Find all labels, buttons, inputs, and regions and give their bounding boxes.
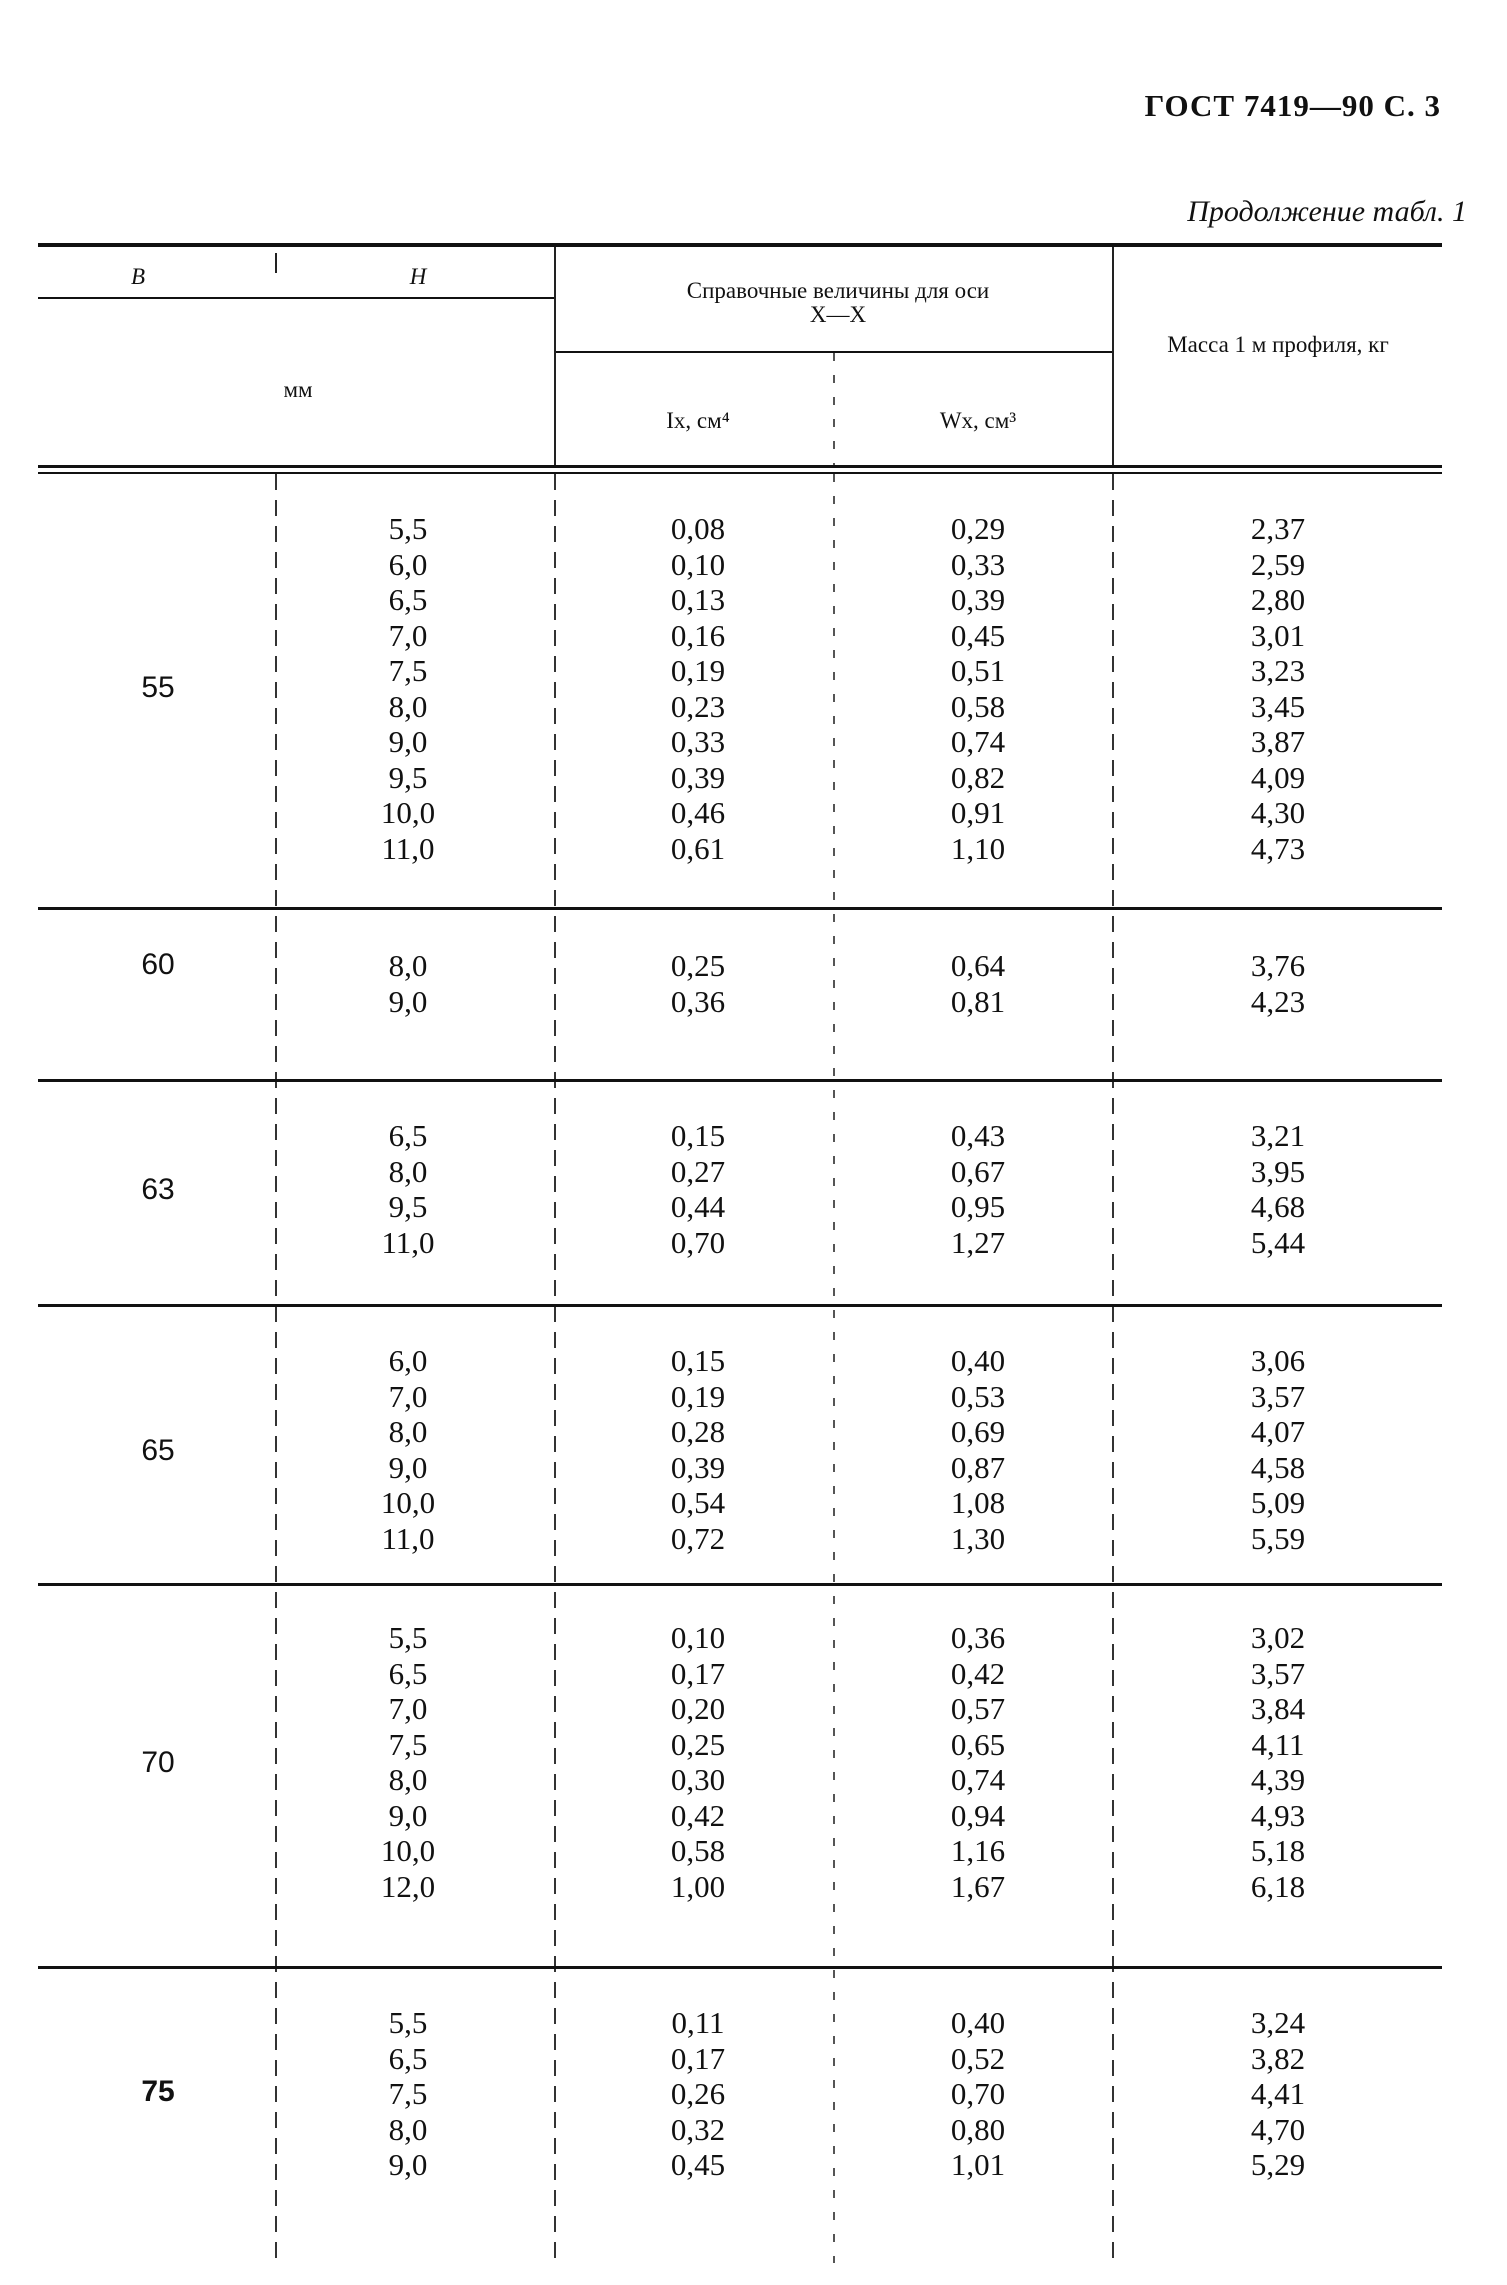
h-value: 6,0 — [388, 546, 428, 582]
wx-value: 0,87 — [950, 1449, 1006, 1485]
header-divider-b-h — [275, 253, 277, 273]
header-bottom-rule-2 — [38, 472, 1442, 474]
mass-value: 3,45 — [1250, 688, 1306, 724]
wx-value: 1,10 — [950, 830, 1006, 866]
wx-value: 0,40 — [950, 2005, 1006, 2040]
ix-values — [628, 1620, 768, 1904]
group-separator — [38, 1966, 1442, 1969]
ix-value: 1,00 — [670, 1868, 726, 1904]
ix-value: 0,11 — [671, 2005, 725, 2040]
mass-value: 3,76 — [1250, 948, 1306, 983]
b-value: 70 — [141, 1746, 175, 1779]
b-value: 63 — [141, 1173, 175, 1206]
ix-value: 0,15 — [670, 1343, 726, 1378]
h-value: 6,0 — [388, 1343, 428, 1378]
wx-value: 1,27 — [950, 1224, 1006, 1260]
mass-values — [1208, 1343, 1348, 1556]
h-value: 8,0 — [388, 2111, 428, 2147]
wx-value: 0,52 — [950, 2040, 1006, 2076]
wx-value: 0,43 — [950, 1118, 1006, 1153]
mass-value: 3,24 — [1250, 2005, 1306, 2040]
mass-value: 5,44 — [1250, 1224, 1306, 1260]
body-divider-b-h — [275, 474, 277, 2263]
wx-value: 0,69 — [950, 1414, 1006, 1449]
wx-value: 0,57 — [950, 1691, 1006, 1726]
h-value: 9,0 — [388, 1449, 428, 1485]
wx-value: 0,80 — [950, 2111, 1006, 2147]
ix-value: 0,70 — [670, 1224, 726, 1260]
h-value: 8,0 — [388, 688, 428, 724]
wx-value: 0,33 — [950, 546, 1006, 582]
page-title: ГОСТ 7419—90 С. 3 — [1144, 88, 1441, 123]
header-bottom-rule — [38, 465, 1442, 468]
ix-value: 0,08 — [670, 511, 726, 546]
mass-value: 5,29 — [1250, 2147, 1306, 2182]
h-value: 7,5 — [388, 1726, 428, 1762]
body-divider-h-ix — [554, 474, 556, 2263]
h-value: 7,0 — [388, 1378, 428, 1414]
mass-value: 3,06 — [1250, 1343, 1306, 1378]
ix-value: 0,16 — [670, 617, 726, 653]
mass-value: 4,68 — [1250, 1189, 1306, 1224]
ix-value: 0,42 — [670, 1797, 726, 1833]
ix-value: 0,33 — [670, 724, 726, 759]
mass-value: 4,93 — [1250, 1797, 1306, 1833]
mass-value: 4,07 — [1250, 1414, 1306, 1449]
wx-value: 0,67 — [950, 1153, 1006, 1189]
mass-value: 3,84 — [1250, 1691, 1306, 1726]
b-value: 55 — [141, 671, 175, 704]
h-value: 9,5 — [388, 759, 428, 795]
ix-value: 0,44 — [670, 1189, 726, 1224]
ix-value: 0,46 — [670, 795, 726, 830]
wx-value: 0,94 — [950, 1797, 1006, 1833]
mass-value: 4,30 — [1250, 795, 1306, 830]
ref-group-header: Справочные величины для оси X—X — [686, 278, 990, 328]
ix-value: 0,72 — [670, 1520, 726, 1556]
ix-value: 0,39 — [670, 759, 726, 795]
mass-value: 4,23 — [1250, 983, 1306, 1019]
ix-value: 0,23 — [670, 688, 726, 724]
h-value: 6,5 — [388, 1118, 428, 1153]
h-value: 7,0 — [388, 617, 428, 653]
mass-value: 3,57 — [1250, 1655, 1306, 1691]
ix-values — [628, 1343, 768, 1556]
header-divider-ref-mass — [1112, 247, 1114, 465]
wx-value: 0,29 — [950, 511, 1006, 546]
h-value: 9,0 — [388, 983, 428, 1019]
wx-value: 0,39 — [950, 582, 1006, 617]
h-value: 6,5 — [388, 1655, 428, 1691]
h-value: 9,5 — [388, 1189, 428, 1224]
wx-value: 0,51 — [950, 653, 1006, 688]
ix-value: 0,45 — [670, 2147, 726, 2182]
wx-value: 0,95 — [950, 1189, 1006, 1224]
wx-value: 0,70 — [950, 2076, 1006, 2111]
h-value: 5,5 — [388, 1620, 428, 1655]
mass-value: 5,09 — [1250, 1485, 1306, 1520]
h-value: 6,5 — [388, 2040, 428, 2076]
h-value: 11,0 — [381, 1520, 435, 1556]
wx-value: 0,42 — [950, 1655, 1006, 1691]
b-value: 75 — [141, 2075, 175, 2108]
wx-value: 1,08 — [950, 1485, 1006, 1520]
ix-value: 0,19 — [670, 1378, 726, 1414]
group-separator — [38, 1304, 1442, 1307]
mass-value: 4,73 — [1250, 830, 1306, 866]
ix-value: 0,54 — [670, 1485, 726, 1520]
h-value: 8,0 — [388, 1414, 428, 1449]
mass-value: 6,18 — [1250, 1868, 1306, 1904]
mass-value: 3,01 — [1250, 617, 1306, 653]
mass-values — [1208, 1620, 1348, 1904]
col-wx-header: Wх, см³ — [939, 408, 1017, 433]
ix-values — [628, 2005, 768, 2183]
wx-value: 0,64 — [950, 948, 1006, 983]
mass-value: 2,59 — [1250, 546, 1306, 582]
wx-value: 0,82 — [950, 759, 1006, 795]
mass-values — [1208, 1118, 1348, 1260]
mass-value: 3,95 — [1250, 1153, 1306, 1189]
header-under-ref-group — [556, 351, 1112, 353]
wx-value: 0,91 — [950, 795, 1006, 830]
wx-values — [908, 948, 1048, 1019]
wx-value: 0,65 — [950, 1726, 1006, 1762]
wx-value: 1,01 — [950, 2147, 1006, 2182]
wx-values — [908, 511, 1048, 866]
ix-value: 0,30 — [670, 1762, 726, 1797]
b-value: 65 — [141, 1434, 175, 1467]
mass-value: 3,23 — [1250, 653, 1306, 688]
wx-value: 1,67 — [950, 1868, 1006, 1904]
h-values — [348, 2005, 468, 2183]
body-divider-ix-wx — [833, 474, 835, 2263]
h-value: 8,0 — [388, 1762, 428, 1797]
mass-value: 5,59 — [1250, 1520, 1306, 1556]
body-divider-wx-mass — [1112, 474, 1114, 2263]
wx-value: 1,30 — [950, 1520, 1006, 1556]
wx-values — [908, 1620, 1048, 1904]
h-value: 7,5 — [388, 653, 428, 688]
h-value: 7,0 — [388, 1691, 428, 1726]
mass-value: 3,87 — [1250, 724, 1306, 759]
ix-value: 0,26 — [670, 2076, 726, 2111]
col-ix-header: Iх, см⁴ — [666, 408, 730, 433]
ix-value: 0,39 — [670, 1449, 726, 1485]
wx-values — [908, 1118, 1048, 1260]
wx-values — [908, 2005, 1048, 2183]
group-separator — [38, 1583, 1442, 1586]
h-value: 10,0 — [380, 1833, 436, 1868]
mass-value: 2,37 — [1250, 511, 1306, 546]
ix-value: 0,10 — [670, 546, 726, 582]
wx-value: 0,53 — [950, 1378, 1006, 1414]
mass-value: 3,21 — [1250, 1118, 1306, 1153]
mass-value: 4,11 — [1251, 1726, 1305, 1762]
col-mass-header: Масса 1 м профиля, кг — [1167, 332, 1389, 357]
h-value: 12,0 — [380, 1868, 436, 1904]
h-values — [348, 1620, 468, 1904]
mass-value: 3,02 — [1250, 1620, 1306, 1655]
mass-value: 4,70 — [1250, 2111, 1306, 2147]
wx-values — [908, 1343, 1048, 1556]
ix-value: 0,15 — [670, 1118, 726, 1153]
mass-values — [1208, 948, 1348, 1019]
h-value: 6,5 — [388, 582, 428, 617]
ix-value: 0,58 — [670, 1833, 726, 1868]
profile-table — [38, 243, 1442, 2263]
header-divider-h-ref — [554, 247, 556, 465]
h-value: 10,0 — [380, 795, 436, 830]
h-values — [348, 511, 468, 866]
h-value: 8,0 — [388, 1153, 428, 1189]
h-values — [348, 1343, 468, 1556]
wx-value: 0,45 — [950, 617, 1006, 653]
wx-value: 0,74 — [950, 1762, 1006, 1797]
mass-value: 4,58 — [1250, 1449, 1306, 1485]
mass-value: 3,82 — [1250, 2040, 1306, 2076]
h-value: 9,0 — [388, 2147, 428, 2182]
group-separator — [38, 1079, 1442, 1082]
h-value: 11,0 — [381, 830, 435, 866]
mass-value: 4,39 — [1250, 1762, 1306, 1797]
h-value: 5,5 — [388, 511, 428, 546]
ix-value: 0,61 — [670, 830, 726, 866]
mass-value: 4,41 — [1250, 2076, 1306, 2111]
wx-value: 0,40 — [950, 1343, 1006, 1378]
h-value: 7,5 — [388, 2076, 428, 2111]
unit-mm-label: мм — [283, 377, 313, 402]
wx-value: 0,81 — [950, 983, 1006, 1019]
wx-value: 0,74 — [950, 724, 1006, 759]
wx-value: 1,16 — [950, 1833, 1006, 1868]
h-value: 9,0 — [388, 1797, 428, 1833]
ix-value: 0,13 — [670, 582, 726, 617]
ix-values — [628, 948, 768, 1019]
mass-value: 3,57 — [1250, 1378, 1306, 1414]
ix-value: 0,17 — [670, 2040, 726, 2076]
ix-value: 0,25 — [670, 1726, 726, 1762]
mass-values — [1208, 511, 1348, 866]
ix-values — [628, 1118, 768, 1260]
ix-value: 0,20 — [670, 1691, 726, 1726]
h-value: 10,0 — [380, 1485, 436, 1520]
ix-value: 0,19 — [670, 653, 726, 688]
group-separator — [38, 907, 1442, 910]
wx-value: 0,58 — [950, 688, 1006, 724]
h-value: 11,0 — [381, 1224, 435, 1260]
h-value: 5,5 — [388, 2005, 428, 2040]
mass-value: 2,80 — [1250, 582, 1306, 617]
b-value: 60 — [141, 948, 175, 981]
col-b-header: B — [130, 264, 146, 289]
ix-value: 0,36 — [670, 983, 726, 1019]
mass-value: 5,18 — [1250, 1833, 1306, 1868]
ix-value: 0,27 — [670, 1153, 726, 1189]
header-divider-ix-wx — [833, 353, 835, 465]
table-continuation-label: Продолжение табл. 1 — [1187, 195, 1467, 228]
mass-values — [1208, 2005, 1348, 2183]
header-under-bh — [38, 297, 554, 299]
table-top-border — [38, 243, 1442, 247]
ix-value: 0,10 — [670, 1620, 726, 1655]
h-values — [348, 1118, 468, 1260]
ix-values — [628, 511, 768, 866]
h-value: 9,0 — [388, 724, 428, 759]
h-values — [348, 948, 468, 1019]
col-h-header: H — [409, 264, 427, 289]
ix-value: 0,32 — [670, 2111, 726, 2147]
ix-value: 0,28 — [670, 1414, 726, 1449]
ix-value: 0,17 — [670, 1655, 726, 1691]
wx-value: 0,36 — [950, 1620, 1006, 1655]
h-value: 8,0 — [388, 948, 428, 983]
ix-value: 0,25 — [670, 948, 726, 983]
mass-value: 4,09 — [1250, 759, 1306, 795]
